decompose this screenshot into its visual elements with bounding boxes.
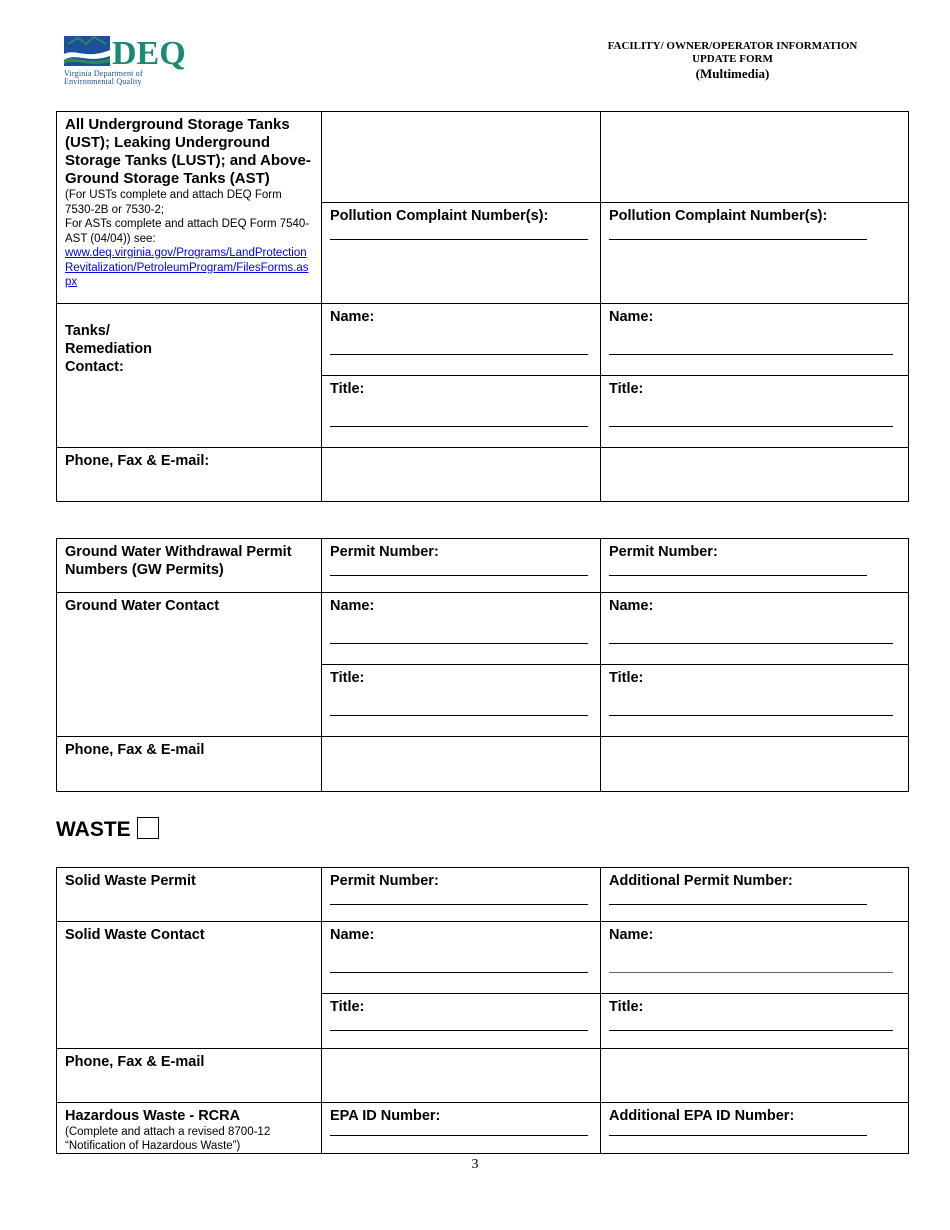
title-line[interactable] bbox=[609, 715, 893, 716]
solid-phone-cell bbox=[57, 1049, 322, 1103]
solid-phone-input-1[interactable] bbox=[322, 1049, 601, 1103]
tanks-heading-cell bbox=[57, 112, 322, 304]
name-line[interactable] bbox=[609, 972, 893, 973]
solid-contact-cell bbox=[57, 922, 322, 1049]
solid-name-cell-1[interactable] bbox=[322, 922, 601, 994]
title-line[interactable] bbox=[330, 1030, 588, 1031]
additional-epa-id-line[interactable] bbox=[609, 1135, 867, 1136]
pollution-complaint-label: Pollution Complaint Number(s): bbox=[609, 208, 828, 224]
gw-phone-input-2[interactable] bbox=[601, 737, 909, 792]
solid-contact-label: Solid Waste Contact bbox=[65, 927, 205, 943]
name-label: Name: bbox=[330, 927, 375, 943]
gw-name-cell-2[interactable] bbox=[601, 593, 909, 665]
title-label: Title: bbox=[330, 381, 365, 397]
title-label: Title: bbox=[609, 670, 644, 686]
tanks-blank-cell-2[interactable] bbox=[322, 112, 601, 203]
name-line[interactable] bbox=[609, 354, 893, 355]
name-label: Name: bbox=[609, 927, 654, 943]
solid-additional-permit-cell[interactable] bbox=[601, 868, 909, 922]
waste-checkbox[interactable] bbox=[137, 817, 159, 839]
logo-wordmark: DEQ bbox=[112, 35, 186, 72]
permit-number-line[interactable] bbox=[330, 575, 588, 576]
hazardous-cell bbox=[57, 1103, 322, 1154]
tanks-name-cell-1[interactable] bbox=[322, 304, 601, 376]
waste-heading-text: WASTE bbox=[56, 818, 131, 841]
tanks-contact-cell bbox=[57, 304, 322, 448]
groundwater-table bbox=[56, 538, 909, 792]
name-label: Name: bbox=[330, 598, 375, 614]
permit-number-line[interactable] bbox=[609, 575, 867, 576]
form-header bbox=[580, 40, 885, 82]
deq-logo bbox=[64, 32, 204, 90]
page-number: 3 bbox=[471, 1157, 479, 1172]
additional-epa-id-label: Additional EPA ID Number: bbox=[609, 1108, 795, 1124]
tanks-phone-cell bbox=[57, 448, 322, 502]
solid-permit-number-cell[interactable] bbox=[322, 868, 601, 922]
title-label: Title: bbox=[330, 999, 365, 1015]
header-line1: FACILITY/ OWNER/OPERATOR INFORMATION bbox=[607, 40, 858, 52]
phone-fax-email-label: Phone, Fax & E-mail bbox=[65, 742, 205, 758]
permit-number-label: Permit Number: bbox=[330, 873, 439, 889]
title-line[interactable] bbox=[330, 715, 588, 716]
tanks-title-cell-2[interactable] bbox=[601, 376, 909, 448]
tanks-heading: All Underground Storage Tanks (UST); Leaking Underground Storage Tanks (LUST); and Above-Ground Storage Tanks (AST) bbox=[65, 116, 311, 187]
name-line[interactable] bbox=[330, 643, 588, 644]
tanks-note-ast: For ASTs complete and attach DEQ Form 7540-AST (04/04)) see: bbox=[65, 218, 310, 245]
pollution-complaint-cell-2[interactable] bbox=[601, 203, 909, 304]
title-line[interactable] bbox=[330, 426, 588, 427]
phone-fax-email-label: Phone, Fax & E-mail bbox=[65, 1054, 205, 1070]
tanks-contact-label: Tanks/ Remediation Contact: bbox=[65, 323, 153, 375]
name-label: Name: bbox=[330, 309, 375, 325]
waste-table bbox=[56, 867, 909, 1154]
name-line[interactable] bbox=[330, 354, 588, 355]
solid-phone-input-2[interactable] bbox=[601, 1049, 909, 1103]
name-line[interactable] bbox=[330, 972, 588, 973]
phone-fax-email-label: Phone, Fax & E-mail: bbox=[65, 453, 210, 469]
title-label: Title: bbox=[609, 999, 644, 1015]
hazardous-note: (Complete and attach a revised 8700-12 “Notification of Hazardous Waste”) bbox=[65, 1126, 271, 1152]
title-label: Title: bbox=[609, 381, 644, 397]
header-line2: UPDATE FORM bbox=[692, 53, 773, 65]
title-line[interactable] bbox=[609, 426, 893, 427]
tanks-forms-link[interactable]: www.deq.virginia.gov/Programs/LandProtectionRevitalization/PetroleumProgram/FilesForms.aspx bbox=[65, 247, 309, 288]
solid-name-cell-2[interactable] bbox=[601, 922, 909, 994]
title-line[interactable] bbox=[609, 1030, 893, 1031]
epa-id-label: EPA ID Number: bbox=[330, 1108, 441, 1124]
additional-epa-id-cell[interactable] bbox=[601, 1103, 909, 1154]
pollution-complaint-line[interactable] bbox=[330, 239, 588, 240]
title-label: Title: bbox=[330, 670, 365, 686]
hazardous-label: Hazardous Waste - RCRA bbox=[65, 1108, 241, 1124]
gw-contact-cell bbox=[57, 593, 322, 737]
logo-subtitle: Virginia Department of Environmental Quality bbox=[64, 69, 143, 86]
gw-permit-number-cell-2[interactable] bbox=[601, 539, 909, 593]
gw-title-cell-2[interactable] bbox=[601, 665, 909, 737]
gw-phone-cell bbox=[57, 737, 322, 792]
epa-id-cell[interactable] bbox=[322, 1103, 601, 1154]
tanks-phone-input-1[interactable] bbox=[322, 448, 601, 502]
pollution-complaint-cell-1[interactable] bbox=[322, 203, 601, 304]
waste-heading bbox=[56, 817, 159, 843]
gw-contact-label: Ground Water Contact bbox=[65, 598, 220, 614]
header-line3: (Multimedia) bbox=[695, 66, 770, 81]
tanks-note-ust: (For USTs complete and attach DEQ Form 7530-2B or 7530-2; bbox=[65, 189, 282, 216]
gw-phone-input-1[interactable] bbox=[322, 737, 601, 792]
epa-id-line[interactable] bbox=[330, 1135, 588, 1136]
solid-permit-cell bbox=[57, 868, 322, 922]
tanks-phone-input-2[interactable] bbox=[601, 448, 909, 502]
gw-name-cell-1[interactable] bbox=[322, 593, 601, 665]
permit-number-line[interactable] bbox=[330, 904, 588, 905]
permit-number-label: Permit Number: bbox=[609, 544, 718, 560]
additional-permit-line[interactable] bbox=[609, 904, 867, 905]
deq-logo-mark bbox=[64, 32, 204, 72]
gw-title-cell-1[interactable] bbox=[322, 665, 601, 737]
tanks-blank-cell-3[interactable] bbox=[601, 112, 909, 203]
gw-permit-number-cell-1[interactable] bbox=[322, 539, 601, 593]
tanks-table bbox=[56, 111, 909, 502]
name-line[interactable] bbox=[609, 643, 893, 644]
additional-permit-label: Additional Permit Number: bbox=[609, 873, 793, 889]
pollution-complaint-label: Pollution Complaint Number(s): bbox=[330, 208, 549, 224]
tanks-name-cell-2[interactable] bbox=[601, 304, 909, 376]
tanks-title-cell-1[interactable] bbox=[322, 376, 601, 448]
solid-title-cell-1[interactable] bbox=[322, 994, 601, 1049]
name-label: Name: bbox=[609, 309, 654, 325]
solid-title-cell-2[interactable] bbox=[601, 994, 909, 1049]
permit-number-label: Permit Number: bbox=[330, 544, 439, 560]
pollution-complaint-line[interactable] bbox=[609, 239, 867, 240]
gw-permits-label: Ground Water Withdrawal Permit Numbers (GW Permits) bbox=[65, 544, 292, 578]
name-label: Name: bbox=[609, 598, 654, 614]
gw-permits-cell bbox=[57, 539, 322, 593]
solid-permit-label: Solid Waste Permit bbox=[65, 873, 196, 889]
